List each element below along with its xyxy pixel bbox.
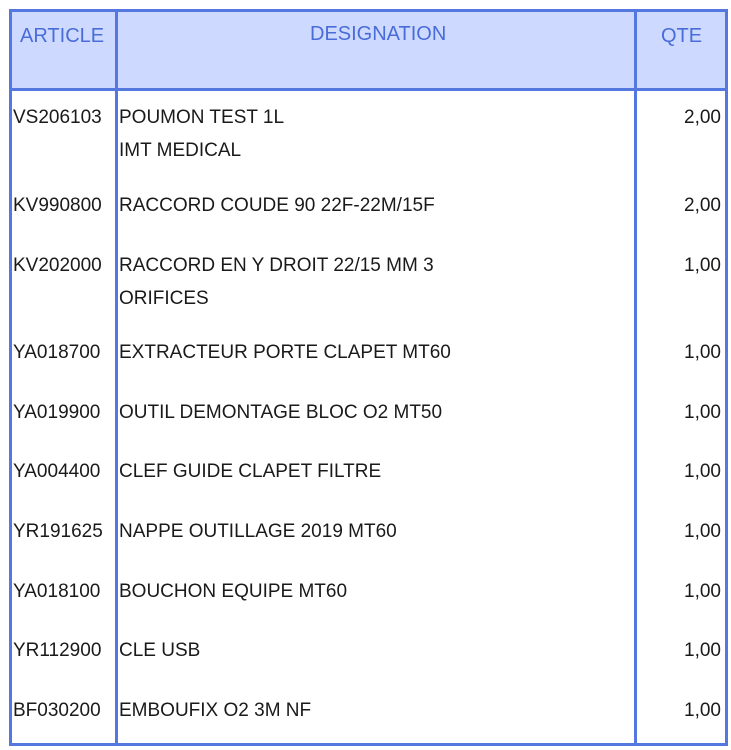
cell-article: VS206103: [13, 107, 102, 128]
cell-article: YA004400: [13, 461, 101, 482]
cell-qte: 1,00: [684, 521, 721, 542]
cell-designation: NAPPE OUTILLAGE 2019 MT60: [119, 521, 397, 542]
cell-qte: 1,00: [684, 342, 721, 363]
header-article: ARTICLE: [20, 25, 105, 47]
cell-article: YA018700: [13, 342, 101, 363]
cell-designation: POUMON TEST 1L: [119, 107, 285, 128]
cell-designation: BOUCHON EQUIPE MT60: [119, 581, 348, 602]
cell-designation: RACCORD EN Y DROIT 22/15 MM 3: [119, 255, 434, 276]
cell-designation: CLE USB: [119, 640, 201, 661]
cell-designation: EMBOUFIX O2 3M NF: [119, 700, 312, 721]
header-designation: DESIGNATION: [310, 23, 447, 45]
cell-qte: 2,00: [684, 107, 721, 128]
cell-qte: 1,00: [684, 461, 721, 482]
header-qte: QTE: [661, 25, 703, 47]
cell-designation: EXTRACTEUR PORTE CLAPET MT60: [119, 342, 451, 363]
cell-article: BF030200: [13, 700, 101, 721]
column-divider: [115, 12, 118, 743]
cell-designation-line2: IMT MEDICAL: [119, 140, 242, 161]
cell-qte: 1,00: [684, 581, 721, 602]
cell-designation-line2: ORIFICES: [119, 288, 209, 309]
cell-article: KV990800: [13, 195, 102, 216]
cell-article: KV202000: [13, 255, 102, 276]
cell-article: YA019900: [13, 402, 101, 423]
cell-designation: OUTIL DEMONTAGE BLOC O2 MT50: [119, 402, 443, 423]
cell-article: YA018100: [13, 581, 101, 602]
cell-qte: 1,00: [684, 255, 721, 276]
cell-designation: CLEF GUIDE CLAPET FILTRE: [119, 461, 382, 482]
cell-qte: 2,00: [684, 195, 721, 216]
cell-designation: RACCORD COUDE 90 22F-22M/15F: [119, 195, 435, 216]
article-table: [9, 9, 728, 746]
cell-qte: 1,00: [684, 700, 721, 721]
cell-article: YR191625: [13, 521, 103, 542]
cell-qte: 1,00: [684, 640, 721, 661]
cell-article: YR112900: [13, 640, 102, 661]
cell-qte: 1,00: [684, 402, 721, 423]
